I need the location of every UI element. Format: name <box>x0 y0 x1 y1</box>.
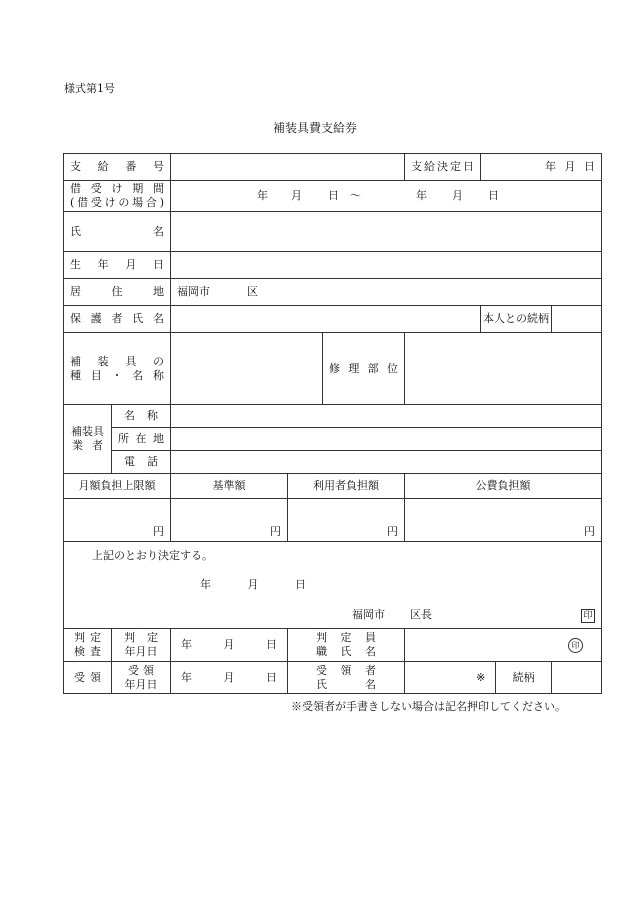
judge-staff-field[interactable] <box>405 629 602 662</box>
judge-date-label: 判定 年月日 <box>112 629 171 662</box>
asterisk-mark: ※ <box>476 670 486 684</box>
vendor-name-field[interactable] <box>171 405 602 428</box>
guardian-name-field[interactable] <box>171 306 481 333</box>
receipt-date-field[interactable]: 年 月 日 <box>171 662 288 694</box>
user-burden-header: 利用者負担額 <box>288 474 405 499</box>
relation-to-self-label: 本人との続柄 <box>481 306 552 333</box>
residence-label: 居住地 <box>64 279 171 306</box>
loan-period-label: 借受け期間 (借受けの場合) <box>64 181 171 212</box>
user-burden-field[interactable]: 円 <box>288 499 405 542</box>
footnote: ※受領者が手書きしない場合は記名押印してください。 <box>291 700 566 713</box>
month-label: 月 <box>564 160 576 173</box>
receipt-label: 受領 <box>64 662 112 694</box>
decision-text: 上記のとおり決定する。 <box>92 549 213 562</box>
relation-label: 続柄 <box>496 662 552 694</box>
device-label: 補装具の 種目・名称 <box>64 333 171 405</box>
seal-circle-icon: 印 <box>568 638 583 653</box>
public-burden-field[interactable]: 円 <box>405 499 602 542</box>
judge-staff-label: 判定員 職氏名 <box>288 629 405 662</box>
standard-amount-field[interactable]: 円 <box>171 499 288 542</box>
relation-to-self-field[interactable] <box>552 306 602 333</box>
birthdate-field[interactable] <box>171 252 602 279</box>
standard-amount-header: 基準額 <box>171 474 288 499</box>
support-number-field[interactable] <box>171 154 405 181</box>
decision-date-label: 支給決定日 <box>405 154 481 181</box>
vendor-label: 補装具 業者 <box>64 405 112 474</box>
city-text: 福岡市 <box>177 285 210 298</box>
voucher-form <box>63 153 602 694</box>
public-burden-header: 公費負担額 <box>405 474 602 499</box>
receipt-date-label: 受領 年月日 <box>112 662 171 694</box>
repair-part-field[interactable] <box>405 333 602 405</box>
decision-date-field[interactable] <box>481 154 602 181</box>
vendor-name-label: 名称 <box>112 405 171 428</box>
name-field[interactable] <box>171 212 602 252</box>
support-number-label: 支給番号 <box>64 154 171 181</box>
vendor-address-field[interactable] <box>171 428 602 451</box>
day-label: 日 <box>584 160 595 173</box>
ward-text: 区 <box>247 285 258 298</box>
relation-field[interactable] <box>552 662 602 694</box>
vendor-address-label: 所在地 <box>112 428 171 451</box>
form-number: 様式第1号 <box>64 82 115 95</box>
guardian-name-label: 保護者氏名 <box>64 306 171 333</box>
judge-date-field[interactable]: 年 月 日 <box>171 629 288 662</box>
device-field[interactable] <box>171 333 323 405</box>
monthly-cap-field[interactable]: 円 <box>64 499 171 542</box>
mayor-label: 区長 <box>410 608 432 621</box>
receiver-label: 受領者 氏名 <box>288 662 405 694</box>
loan-period-field[interactable]: 年 月 日 ～ 年 月 日 <box>171 181 602 212</box>
city-label: 福岡市 <box>352 608 385 621</box>
page-title: 補装具費支給券 <box>272 121 357 135</box>
residence-field[interactable] <box>171 279 602 306</box>
year-label: 年 <box>545 160 556 173</box>
receiver-field[interactable] <box>405 662 496 694</box>
repair-part-label: 修理部位 <box>323 333 405 405</box>
decision-block: 上記のとおり決定する。 年 月 日 福岡市 区長 印 <box>64 542 602 629</box>
monthly-cap-header: 月額負担上限額 <box>64 474 171 499</box>
judge-inspect-label: 判定 検査 <box>64 629 112 662</box>
seal-icon: 印 <box>581 609 595 623</box>
birthdate-label: 生年月日 <box>64 252 171 279</box>
vendor-phone-field[interactable] <box>171 451 602 474</box>
vendor-phone-label: 電話 <box>112 451 171 474</box>
name-label: 氏名 <box>64 212 171 252</box>
